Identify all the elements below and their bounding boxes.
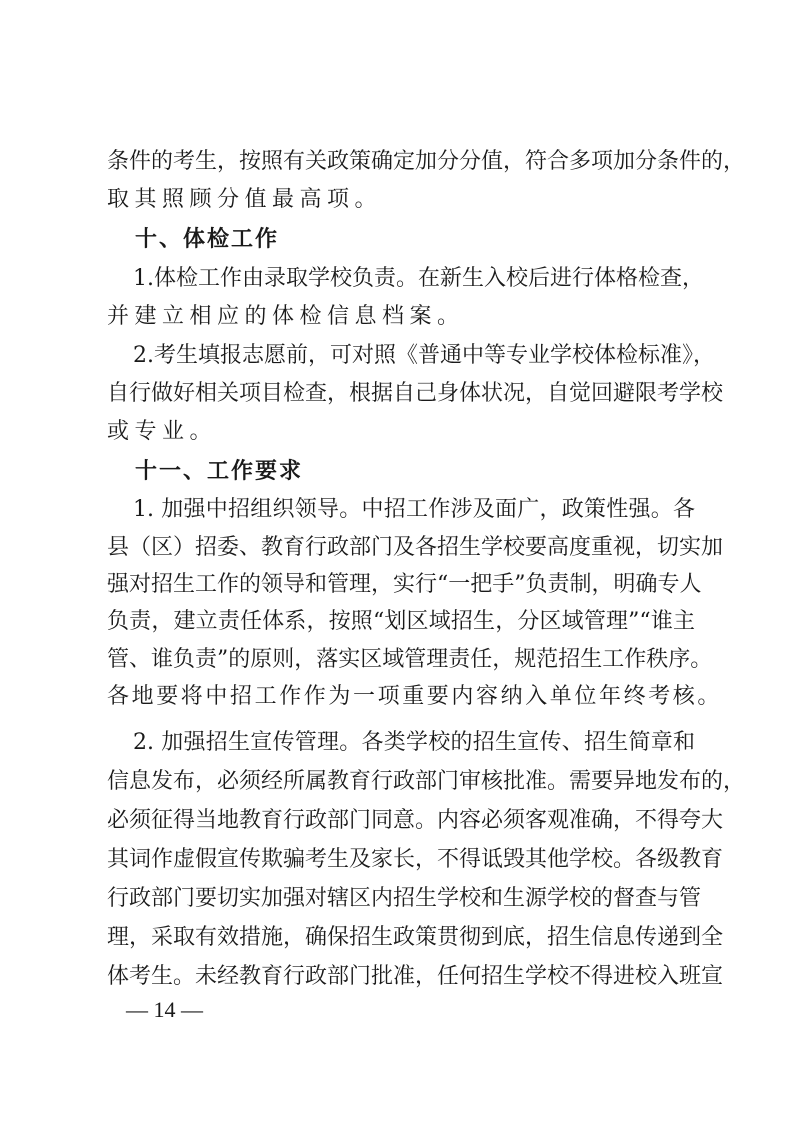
body-line: 1. 加强中招组织领导。中招工作涉及面广，政策性强。各: [133, 497, 695, 522]
body-line: 其词作虚假宣传欺骗考生及家长，不得诋毁其他学校。各级教育: [107, 847, 724, 872]
body-line: 信息发布，必须经所属教育行政部门审核批准。需要异地发布的，: [107, 769, 746, 794]
body-line: 并建立相应的体检信息档案。: [107, 304, 465, 329]
body-line: 负责，建立责任体系，按照“划区域招生，分区域管理”“谁主: [107, 609, 695, 634]
body-line: 理，采取有效措施，确保招生政策贯彻到底，招生信息传递到全: [107, 925, 724, 950]
body-line: 2. 加强招生宣传管理。各类学校的招生宣传、招生简章和: [133, 730, 695, 755]
body-line: 自行做好相关项目检查，根据自己身体状况，自觉回避限考学校: [107, 381, 724, 406]
section-heading: 十、体检工作: [135, 227, 280, 252]
body-line: 强对招生工作的领导和管理，实行“一把手”负责制，明确专人: [107, 572, 702, 597]
body-line: 或专业。: [107, 419, 218, 444]
body-line: 取其照顾分值最高项。: [107, 187, 383, 212]
body-line: 2.考生填报志愿前，可对照《普通中等专业学校体检标准》，: [133, 343, 715, 368]
section-heading: 十一、工作要求: [135, 459, 304, 484]
body-line: 县（区）招委、教育行政部门及各招生学校要高度重视，切实加: [107, 535, 724, 560]
body-line: 各地要将中招工作作为一项重要内容纳入单位年终考核。: [107, 684, 723, 709]
body-line: 管、谁负责”的原则，落实区域管理责任，规范招生工作秩序。: [107, 647, 713, 672]
body-line: 体考生。未经教育行政部门批准，任何招生学校不得进校入班宣: [107, 964, 724, 989]
body-line: 必须征得当地教育行政部门同意。内容必须客观准确，不得夸大: [107, 808, 724, 833]
body-line: 行政部门要切实加强对辖区内招生学校和生源学校的督查与管: [107, 886, 702, 911]
body-line: 1.体检工作由录取学校负责。在新生入校后进行体格检查，: [133, 266, 704, 291]
page-number: — 14 —: [126, 997, 203, 1022]
body-line: 条件的考生，按照有关政策确定加分分值，符合多项加分条件的，: [107, 149, 746, 174]
